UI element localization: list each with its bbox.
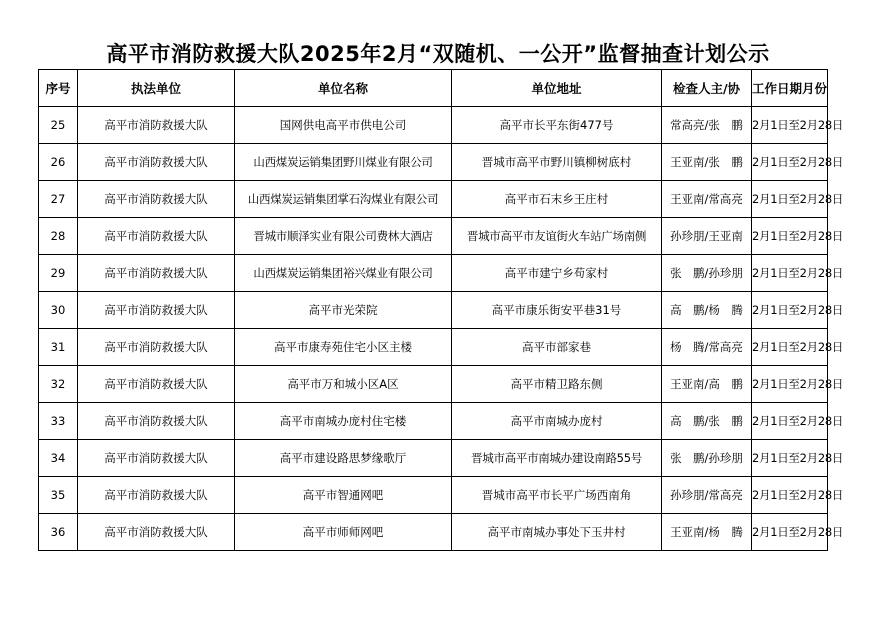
table-row	[39, 329, 828, 366]
table-row	[39, 514, 828, 551]
cell-work-date: 2月1日至2月28日	[752, 514, 828, 551]
cell-unit-address: 晋城市高平市长平广场西南角	[452, 477, 662, 514]
cell-work-date: 2月1日至2月28日	[752, 144, 828, 181]
cell-seq: 29	[39, 255, 78, 292]
cell-unit-name: 山西煤炭运销集团野川煤业有限公司	[235, 144, 452, 181]
cell-law-unit: 高平市消防救援大队	[78, 477, 235, 514]
cell-inspectors: 王亚南/杨 腾	[662, 514, 752, 551]
table-row	[39, 107, 828, 144]
header-work-date: 工作日期月份	[752, 70, 828, 107]
cell-unit-name: 晋城市顺泽实业有限公司费林大酒店	[235, 218, 452, 255]
cell-inspectors: 孙珍朋/王亚南	[662, 218, 752, 255]
cell-inspectors: 高 鹏/杨 腾	[662, 292, 752, 329]
header-seq: 序号	[39, 70, 78, 107]
table-header-row	[39, 70, 828, 107]
table-row	[39, 292, 828, 329]
cell-inspectors: 张 鹏/孙珍朋	[662, 440, 752, 477]
cell-seq: 32	[39, 366, 78, 403]
cell-seq: 28	[39, 218, 78, 255]
cell-work-date: 2月1日至2月28日	[752, 181, 828, 218]
table-row	[39, 144, 828, 181]
cell-law-unit: 高平市消防救援大队	[78, 255, 235, 292]
table-row	[39, 440, 828, 477]
cell-work-date: 2月1日至2月28日	[752, 107, 828, 144]
cell-unit-address: 高平市康乐街安平巷31号	[452, 292, 662, 329]
cell-work-date: 2月1日至2月28日	[752, 329, 828, 366]
cell-unit-address: 高平市部家巷	[452, 329, 662, 366]
cell-unit-name: 高平市万和城小区A区	[235, 366, 452, 403]
inspection-plan-table	[38, 69, 844, 551]
cell-work-date: 2月1日至2月28日	[752, 366, 828, 403]
cell-unit-address: 高平市石末乡王庄村	[452, 181, 662, 218]
cell-unit-address: 晋城市高平市友谊街火车站广场南侧	[452, 218, 662, 255]
cell-unit-name: 高平市智通网吧	[235, 477, 452, 514]
cell-unit-address: 高平市精卫路东侧	[452, 366, 662, 403]
cell-unit-address: 晋城市高平市野川镇柳树底村	[452, 144, 662, 181]
cell-inspectors: 高 鹏/张 鹏	[662, 403, 752, 440]
cell-unit-address: 高平市长平东街477号	[452, 107, 662, 144]
cell-law-unit: 高平市消防救援大队	[78, 440, 235, 477]
cell-seq: 25	[39, 107, 78, 144]
cell-law-unit: 高平市消防救援大队	[78, 366, 235, 403]
cell-seq: 36	[39, 514, 78, 551]
cell-unit-name: 高平市光荣院	[235, 292, 452, 329]
cell-law-unit: 高平市消防救援大队	[78, 181, 235, 218]
table-row	[39, 366, 828, 403]
cell-work-date: 2月1日至2月28日	[752, 477, 828, 514]
table-row	[39, 218, 828, 255]
cell-law-unit: 高平市消防救援大队	[78, 144, 235, 181]
cell-law-unit: 高平市消防救援大队	[78, 514, 235, 551]
cell-law-unit: 高平市消防救援大队	[78, 403, 235, 440]
cell-unit-address: 高平市南城办事处下玉井村	[452, 514, 662, 551]
table-row	[39, 255, 828, 292]
cell-work-date: 2月1日至2月28日	[752, 218, 828, 255]
cell-law-unit: 高平市消防救援大队	[78, 329, 235, 366]
cell-unit-name: 高平市南城办庞村住宅楼	[235, 403, 452, 440]
header-unit-address: 单位地址	[452, 70, 662, 107]
cell-inspectors: 常高亮/张 鹏	[662, 107, 752, 144]
cell-seq: 31	[39, 329, 78, 366]
cell-law-unit: 高平市消防救援大队	[78, 107, 235, 144]
cell-inspectors: 王亚南/张 鹏	[662, 144, 752, 181]
table-row	[39, 181, 828, 218]
cell-work-date: 2月1日至2月28日	[752, 440, 828, 477]
cell-seq: 33	[39, 403, 78, 440]
cell-unit-name: 高平市康寿苑住宅小区主楼	[235, 329, 452, 366]
page-title: 高平市消防救援大队2025年2月“双随机、一公开”监督抽查计划公示	[106, 42, 770, 66]
header-unit-name: 单位名称	[235, 70, 452, 107]
cell-seq: 30	[39, 292, 78, 329]
cell-inspectors: 杨 腾/常高亮	[662, 329, 752, 366]
cell-inspectors: 王亚南/高 鹏	[662, 366, 752, 403]
cell-inspectors: 孙珍朋/常高亮	[662, 477, 752, 514]
cell-seq: 27	[39, 181, 78, 218]
header-inspectors: 检查人主/协	[662, 70, 752, 107]
cell-unit-address: 高平市南城办庞村	[452, 403, 662, 440]
cell-work-date: 2月1日至2月28日	[752, 403, 828, 440]
cell-work-date: 2月1日至2月28日	[752, 255, 828, 292]
cell-inspectors: 王亚南/常高亮	[662, 181, 752, 218]
cell-unit-address: 高平市建宁乡苟家村	[452, 255, 662, 292]
cell-seq: 34	[39, 440, 78, 477]
cell-unit-name: 高平市师师网吧	[235, 514, 452, 551]
cell-unit-name: 高平市建设路思梦缘歌厅	[235, 440, 452, 477]
cell-seq: 26	[39, 144, 78, 181]
cell-seq: 35	[39, 477, 78, 514]
cell-unit-name: 山西煤炭运销集团裕兴煤业有限公司	[235, 255, 452, 292]
header-law-unit: 执法单位	[78, 70, 235, 107]
cell-law-unit: 高平市消防救援大队	[78, 292, 235, 329]
table-row	[39, 403, 828, 440]
cell-unit-name: 国网供电高平市供电公司	[235, 107, 452, 144]
table-row	[39, 477, 828, 514]
cell-law-unit: 高平市消防救援大队	[78, 218, 235, 255]
cell-inspectors: 张 鹏/孙珍朋	[662, 255, 752, 292]
cell-unit-address: 晋城市高平市南城办建设南路55号	[452, 440, 662, 477]
cell-work-date: 2月1日至2月28日	[752, 292, 828, 329]
cell-unit-name: 山西煤炭运销集团掌石沟煤业有限公司	[235, 181, 452, 218]
